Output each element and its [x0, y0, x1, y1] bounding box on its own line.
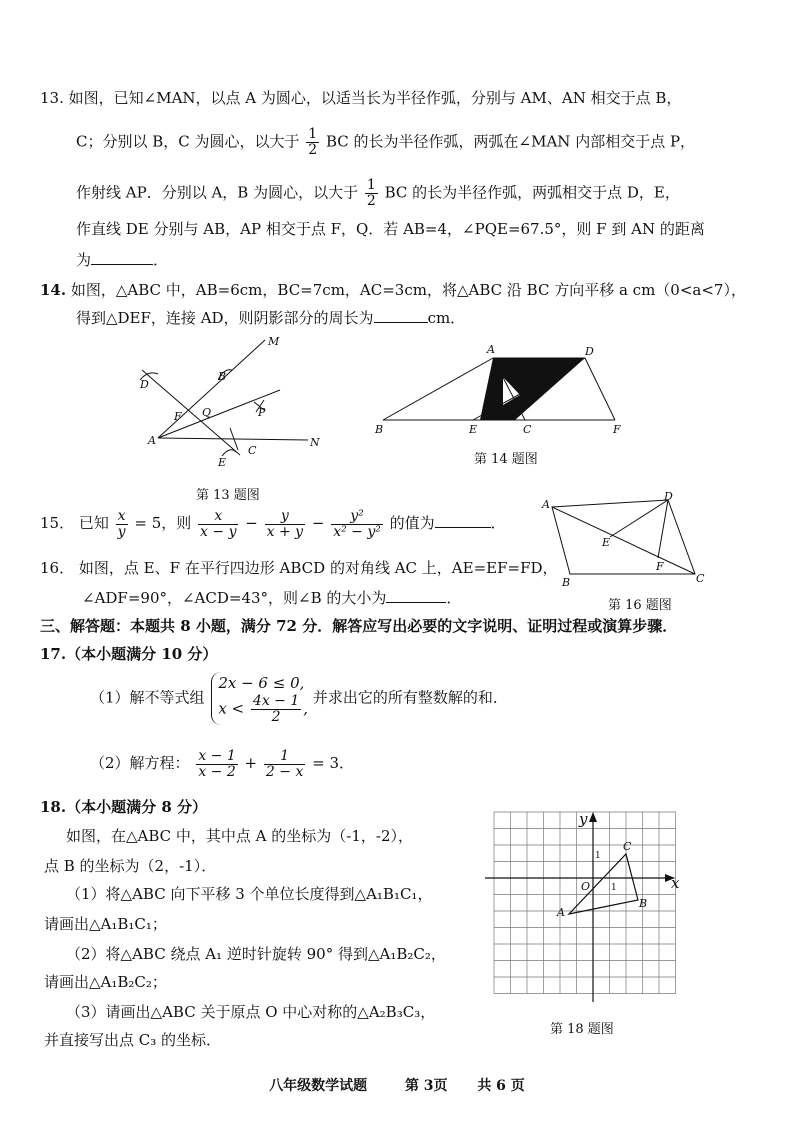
q14-line2 [76, 308, 465, 328]
label-one-y: 1 [595, 851, 601, 861]
label-n: N [310, 436, 320, 449]
q17-part1-tail: 并求出它的所有整数解的和． [312, 688, 508, 707]
label-d: D [140, 378, 149, 391]
q13-text-3b: BC 的长为半径作弧，两弧相交于点 D，E， [384, 183, 680, 202]
q14-line1 [40, 280, 746, 300]
answer-blank[interactable] [91, 250, 153, 265]
inequality-2-pre: x < [218, 699, 245, 718]
page-footer [0, 1075, 794, 1095]
footer-subject: 八年级数学试题 [269, 1078, 368, 1094]
label-x: x [671, 874, 680, 892]
ray-an [158, 438, 308, 440]
q13-line2 [76, 127, 695, 158]
q16-line2 [82, 588, 461, 608]
frac-num: 1 [264, 749, 305, 765]
fraction-2 [198, 509, 238, 540]
label-b: B [639, 897, 648, 910]
frac-num: x [198, 509, 238, 525]
fraction-4 [331, 509, 383, 540]
q15-pre: 已知 [78, 514, 109, 532]
q18-l1: 如图，在△ABC 中，其中点 A 的坐标为（-1，-2）， [66, 827, 414, 845]
label-a: A [148, 434, 156, 447]
fraction-half [306, 127, 319, 158]
plus-sign: + [244, 754, 258, 772]
figure-14 [375, 345, 635, 445]
ray-am [158, 340, 265, 438]
frac-den: 2 [308, 142, 318, 158]
q17-part2-label: （2）解方程： [90, 754, 190, 772]
q18-l5: （2）将△ABC 绕点 A₁ 逆时针旋转 90° 得到△A₁B₂C₂， [66, 945, 446, 963]
q18-l4: 请画出△A₁B₁C₁； [44, 915, 167, 933]
label-b: B [218, 370, 227, 383]
frac-num: 1 [366, 177, 376, 193]
section-3-heading: 三、解答题：本题共 8 小题，满分 72 分．解答应写出必要的文字说明、证明过程或演算步骤． [40, 617, 678, 635]
label-b: B [375, 423, 384, 436]
q13-number: 13. [40, 89, 64, 107]
q14-text-2a: 得到△DEF，连接 AD，则阴影部分的周长为 [76, 309, 374, 327]
figure-16 [540, 490, 710, 589]
q13-text-2a: C；分别以 B，C 为圆心，以大于 [76, 132, 300, 151]
q18-l3: （1）将△ABC 向下平移 3 个单位长度得到△A₁B₁C₁， [66, 885, 433, 903]
shaded-region [480, 358, 585, 420]
label-d: D [585, 345, 594, 358]
q13-line1 [40, 88, 681, 108]
label-one-x: 1 [611, 883, 617, 893]
frac-num: x [116, 509, 128, 525]
frac-den: 2 [271, 709, 281, 725]
minus-sign: − [311, 514, 325, 532]
line-ba [383, 358, 493, 420]
frac-den: 2 − x [265, 763, 304, 780]
inequality-2-post: , [303, 699, 309, 718]
frac-den: 2 [366, 193, 376, 209]
q14-text-1: 如图，△ABC 中，AB=6cm，BC=7cm，AC=3cm，将△ABC 沿 BC 方向平移 a cm（0<a<7）， [70, 281, 746, 299]
fraction-x-over-y [116, 509, 128, 540]
figure-13 [130, 330, 350, 480]
footer-page: 第 3页 [404, 1078, 448, 1094]
q18-l8: 并直接写出点 C₃ 的坐标． [44, 1031, 222, 1049]
q18-l7: （3）请画出△ABC 关于原点 O 中心对称的△A₂B₃C₃， [66, 1003, 436, 1021]
grid-lines [494, 812, 676, 994]
q15-post: 的值为 [389, 514, 435, 532]
diagonal-ac [552, 507, 695, 574]
label-c: C [623, 840, 632, 853]
fraction-1-over-2-x [264, 749, 305, 780]
q18-title: 18.（本小题满分 8 分） [40, 798, 207, 816]
answer-blank[interactable] [435, 513, 491, 528]
frac-den: x − y [200, 523, 237, 540]
minus-sign: − [245, 514, 258, 532]
segment-de [610, 500, 668, 537]
parallelogram-abcd [552, 500, 695, 574]
q15-line [40, 508, 506, 540]
q13-text-1: 如图，已知∠MAN，以点 A 为圆心，以适当长为半径作弧，分别与 AM、AN 相交于点 B， [68, 89, 682, 107]
label-e: E [602, 536, 611, 549]
fraction-3 [265, 509, 305, 540]
fraction-half-2 [365, 178, 378, 209]
q13-text-3a: 作射线 AP．分别以 A，B 为圆心，以大于 [76, 183, 359, 202]
label-o: O [581, 880, 591, 893]
triangle-abc [569, 854, 638, 914]
inequality-2 [218, 694, 308, 725]
figure-14-caption: 第 14 题图 [474, 452, 538, 467]
label-c: C [696, 572, 705, 585]
q18-l6: 请画出△A₁B₂C₂； [44, 973, 167, 991]
q13-text-5a: 为 [76, 251, 92, 269]
figure-16-caption: 第 16 题图 [608, 598, 672, 613]
frac-den: x² − y² [333, 523, 381, 540]
q15-eq: = 5，则 [134, 514, 192, 532]
frac-num: y [265, 509, 305, 525]
q13-line3 [76, 178, 680, 209]
q15-number: 15． [40, 514, 75, 532]
q17-part2 [90, 748, 354, 780]
label-b: B [562, 576, 571, 589]
fraction-4x-1-over-2 [251, 694, 301, 725]
frac-num: 4x − 1 [252, 693, 300, 709]
answer-blank[interactable] [386, 588, 446, 603]
label-a: A [487, 343, 495, 356]
q17-title: 17.（本小题满分 10 分） [40, 645, 218, 663]
fraction-x-1-over-x-2 [196, 749, 237, 780]
q17-part1 [90, 672, 508, 725]
answer-blank[interactable] [374, 308, 428, 323]
y-axis-arrow [589, 812, 597, 822]
frac-num: 1 [308, 126, 318, 142]
q16-text-2b: ． [446, 589, 462, 607]
label-q: Q [202, 406, 212, 419]
q13-line4 [76, 219, 705, 239]
inequality-system [211, 672, 308, 725]
label-a: A [557, 906, 565, 919]
q13-text-5b: ． [153, 251, 169, 269]
q18-l2: 点 B 的坐标为（2，-1）． [44, 857, 217, 875]
figure-13-caption: 第 13 题图 [196, 488, 260, 503]
label-m: M [268, 335, 280, 348]
label-f: F [656, 560, 664, 573]
figure-18-caption: 第 18 题图 [550, 1022, 614, 1037]
segment-df [658, 500, 668, 558]
frac-den: y [117, 523, 126, 540]
frac-num: x − 1 [198, 747, 236, 764]
q15-end: ． [490, 514, 506, 532]
equation-tail: = 3． [312, 754, 355, 772]
label-a: A [542, 498, 550, 511]
figure-18-grid [485, 812, 685, 1002]
q16-text-1: 如图，点 E、F 在平行四边形 ABCD 的对角线 AC 上，AE=EF=FD， [78, 559, 558, 577]
frac-num: y² [331, 509, 383, 525]
q14-text-2b: cm． [427, 309, 466, 327]
q16-text-2a: ∠ADF=90°，∠ACD=43°，则∠B 的大小为 [82, 589, 387, 607]
label-c: C [248, 444, 257, 457]
line-df [585, 358, 615, 420]
q13-text-4: 作直线 DE 分别与 AB，AP 相交于点 F，Q．若 AB=4，∠PQE=67.5°，则 F 到 AN 的距离 [76, 220, 705, 238]
label-f: F [174, 410, 182, 423]
label-f: F [613, 423, 621, 436]
label-p: P [258, 406, 266, 419]
q16-number: 16． [40, 559, 75, 577]
q17-part1-label: （1）解不等式组 [90, 688, 205, 707]
q16-line1 [40, 558, 558, 578]
q13-line5 [76, 250, 168, 270]
frac-den: x − 2 [198, 763, 236, 780]
footer-total: 共 6 页 [477, 1078, 525, 1094]
inequality-1: 2x − 6 ≤ 0, [218, 674, 305, 692]
q14-number: 14. [40, 281, 67, 299]
label-d: D [664, 490, 673, 503]
q13-text-2b: BC 的长为半径作弧，两弧在∠MAN 内部相交于点 P， [326, 132, 696, 151]
frac-den: x + y [266, 523, 304, 540]
label-e: E [218, 456, 227, 469]
label-c: C [523, 423, 532, 436]
label-e: E [469, 423, 478, 436]
label-y: y [579, 810, 588, 828]
